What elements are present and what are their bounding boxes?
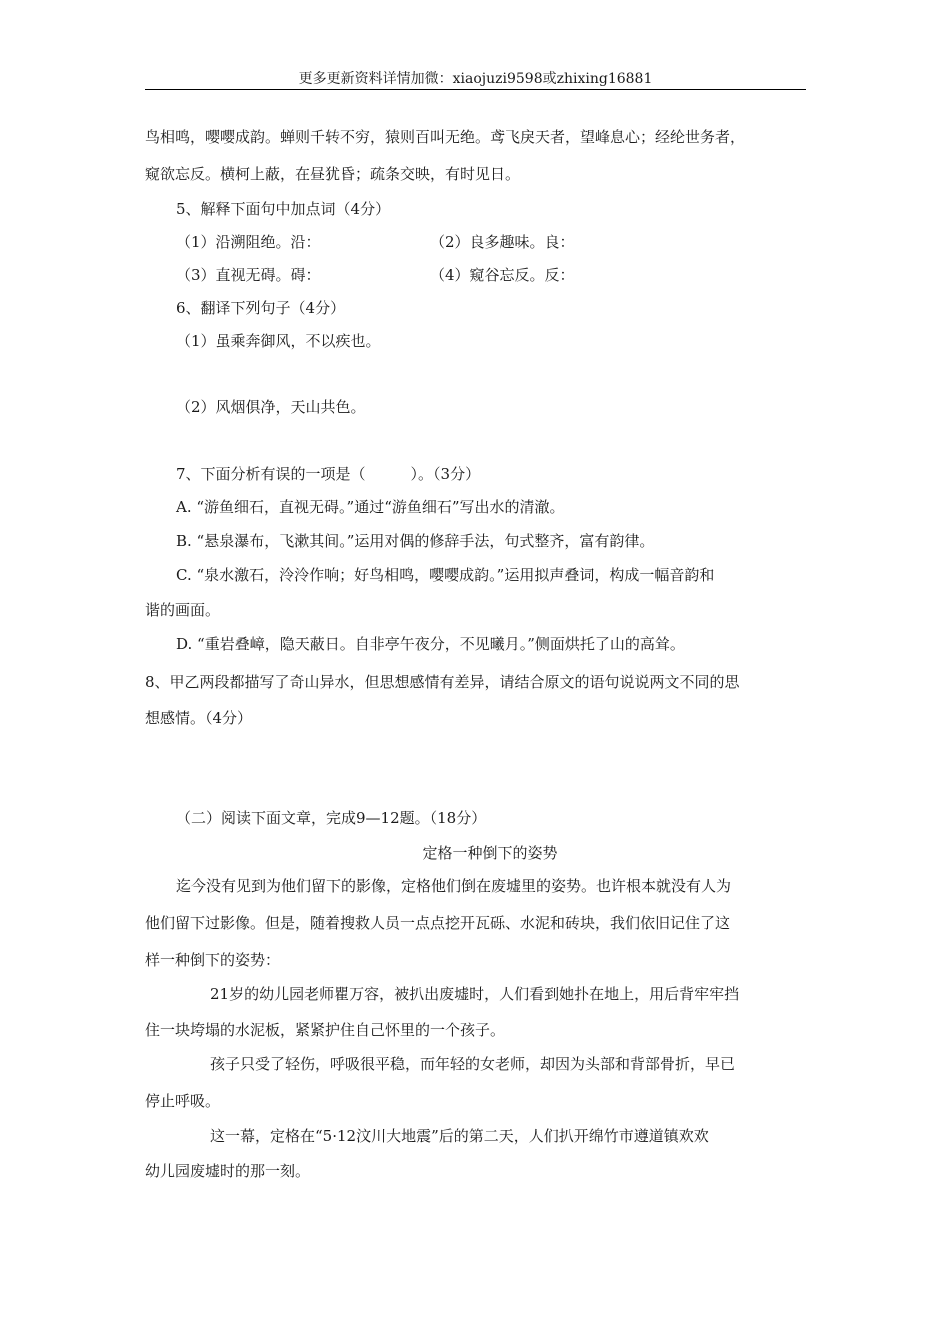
passage-a-line-1: 鸟相鸣，嘤嘤成韵。蝉则千转不穷，猿则百叫无绝。鸢飞戾天者，望峰息心；经纶世务者， xyxy=(145,128,746,146)
question-7-stem: 7、下面分析有误的一项是（ ）。（3分） xyxy=(176,465,481,483)
article-p3-line-1: 孩子只受了轻伤，呼吸很平稳，而年轻的女老师，却因为头部和背部骨折，早已 xyxy=(210,1055,736,1073)
question-6-stem: 6、翻译下列句子（4分） xyxy=(176,299,346,317)
article-p2-line-2: 住一块垮塌的水泥板，紧紧护住自己怀里的一个孩子。 xyxy=(145,1021,506,1039)
question-5-item-2: （2）良多趣味。良： xyxy=(430,233,575,251)
section-2-heading: （二）阅读下面文章，完成9—12题。（18分） xyxy=(176,809,487,827)
article-p1-line-3: 样一种倒下的姿势： xyxy=(145,951,281,969)
article-title: 定格一种倒下的姿势 xyxy=(422,844,558,862)
question-7-option-c-line-2: 谐的画面。 xyxy=(145,601,221,619)
question-7-option-b: B. “悬泉瀑布，飞漱其间。”运用对偶的修辞手法，句式整齐，富有韵律。 xyxy=(176,532,655,550)
question-7-option-c-line-1: C. “泉水激石，泠泠作响；好鸟相鸣，嘤嘤成韵。”运用拟声叠词，构成一幅音韵和 xyxy=(176,566,715,584)
question-8-line-1: 8、甲乙两段都描写了奇山异水，但思想感情有差异，请结合原文的语句说说两文不同的思 xyxy=(145,673,740,691)
passage-a-line-2: 窥欲忘反。横柯上蔽，在昼犹昏；疏条交映，有时见日。 xyxy=(145,165,521,183)
question-8-line-2: 想感情。（4分） xyxy=(145,709,253,727)
question-6-item-2: （2）风烟俱净，天山共色。 xyxy=(176,398,366,416)
question-5-item-3: （3）直视无碍。碍： xyxy=(176,266,321,284)
question-7-option-d: D. “重岩叠嶂，隐天蔽日。自非亭午夜分，不见曦月。”侧面烘托了山的高耸。 xyxy=(176,635,685,653)
article-p1-line-2: 他们留下过影像。但是，随着搜救人员一点点挖开瓦砾、水泥和砖块，我们依旧记住了这 xyxy=(145,914,731,932)
article-p2-line-1: 21岁的幼儿园老师瞿万容，被扒出废墟时，人们看到她扑在地上，用后背牢牢挡 xyxy=(210,985,740,1003)
question-6-item-1: （1）虽乘奔御风，不以疾也。 xyxy=(176,332,381,350)
question-5-item-1: （1）沿溯阻绝。沿： xyxy=(176,233,321,251)
article-p1-line-1: 迄今没有见到为他们留下的影像，定格他们倒在废墟里的姿势。也许根本就没有人为 xyxy=(176,877,732,895)
header-rule xyxy=(145,89,806,90)
article-p4-line-2: 幼儿园废墟时的那一刻。 xyxy=(145,1162,311,1180)
article-p3-line-2: 停止呼吸。 xyxy=(145,1092,221,1110)
question-5-item-4: （4）窥谷忘反。反： xyxy=(430,266,575,284)
page-header: 更多更新资料详情加微：xiaojuzi9598或zhixing16881 xyxy=(298,71,653,87)
question-5-stem: 5、解释下面句中加点词（4分） xyxy=(176,200,391,218)
article-p4-line-1: 这一幕，定格在“5·12汶川大地震”后的第二天，人们扒开绵竹市遵道镇欢欢 xyxy=(210,1127,709,1145)
question-7-option-a: A. “游鱼细石，直视无碍。”通过“游鱼细石”写出水的清澈。 xyxy=(176,498,565,516)
